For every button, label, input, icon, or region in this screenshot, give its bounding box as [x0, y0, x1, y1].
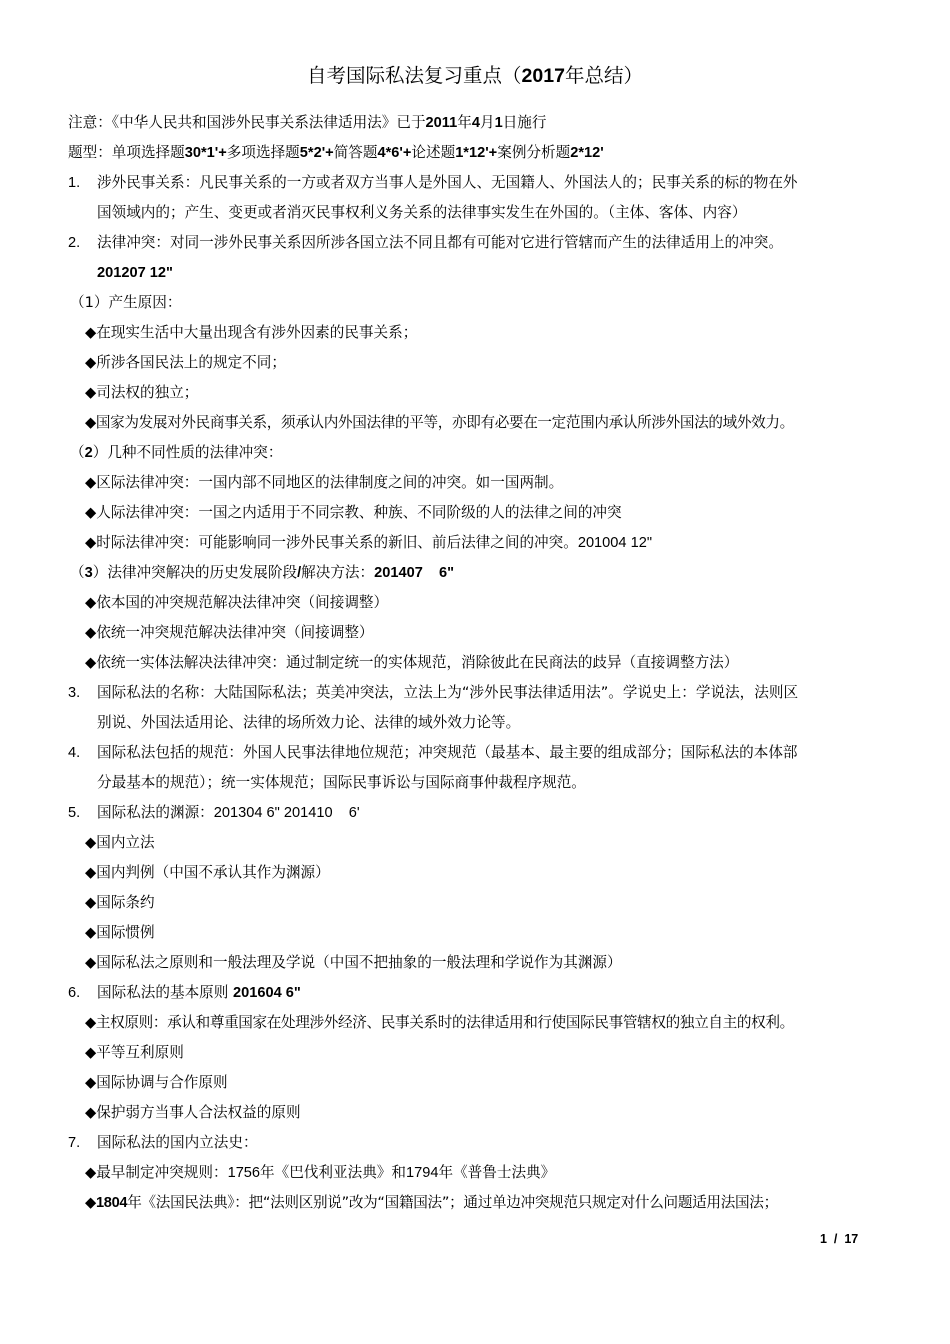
item-3-line-1: 国际私法的名称：大陆国际私法；英美冲突法，立法上为“涉外民事法律适用法”。学说史上：学说法，法则区: [97, 684, 799, 701]
item-6-line-1: 国际私法的基本原则 201604 6": [97, 984, 301, 1001]
bullet-item: ◆时际法律冲突：可能影响同一涉外民事关系的新旧、前后法律之间的冲突。201004 12": [85, 534, 652, 551]
page-number: 1 / 17: [820, 1232, 859, 1246]
item-number: 4.: [68, 745, 81, 761]
subsection-heading: （1）产生原因：: [70, 294, 182, 311]
bullet-item: ◆所涉各国民法上的规定不同；: [85, 354, 286, 371]
bullet-item: ◆依统一冲突规范解决法律冲突（间接调整）: [85, 624, 374, 641]
item-number: 2.: [68, 235, 81, 251]
bullet-item: ◆国家为发展对外民商事关系，须承认内外国法律的平等，亦即有必要在一定范围内承认所涉外国法的域外效力。: [85, 414, 794, 431]
item-7-line-1: 国际私法的国内立法史：: [97, 1134, 258, 1151]
item-1-line-1: 涉外民事关系：凡民事关系的一方或者双方当事人是外国人、无国籍人、外国法人的；民事关系的标的物在外: [97, 174, 798, 191]
bullet-item: ◆国际协调与合作原则: [85, 1074, 228, 1091]
page-title: 自考国际私法复习重点（2017年总结）: [307, 64, 643, 87]
bullet-item: ◆1804年《法国民法典》：把“法则区别说”改为“国籍国法”；通过单边冲突规范只规定对什么问题适用法国法；: [85, 1194, 778, 1211]
bullet-item: ◆人际法律冲突：一国之内适用于不同宗教、种族、不同阶级的人的法律之间的冲突: [85, 504, 622, 521]
item-number: 1.: [68, 175, 81, 191]
question-types-line: 题型：单项选择题30*1'+多项选择题5*2'+简答题4*6'+论述题1*12'+案例分析题2*12': [68, 144, 604, 161]
bullet-item: ◆国际私法之原则和一般法理及学说（中国不把抽象的一般法理和学说作为其渊源）: [85, 954, 622, 971]
item-number: 7.: [68, 1135, 81, 1151]
notice-line: 注意：《中华人民共和国涉外民事关系法律适用法》已于2011年4月1日施行: [68, 114, 547, 131]
item-5-line-1: 国际私法的渊源：201304 6" 201410 6': [97, 804, 360, 821]
bullet-item: ◆保护弱方当事人合法权益的原则: [85, 1104, 301, 1121]
bullet-item: ◆最早制定冲突规则：1756年《巴伐利亚法典》和1794年《普鲁士法典》: [85, 1164, 556, 1181]
item-4-line-1: 国际私法包括的规范：外国人民事法律地位规范；冲突规范（最基本、最主要的组成部分；国际私法的本体部: [97, 744, 798, 761]
bullet-item: ◆司法权的独立；: [85, 384, 199, 401]
bullet-item: ◆国内判例（中国不承认其作为渊源）: [85, 864, 330, 881]
bullet-item: ◆在现实生活中大量出现含有涉外因素的民事关系；: [85, 324, 418, 341]
item-number: 5.: [68, 805, 81, 821]
bullet-item: ◆平等互利原则: [85, 1044, 184, 1061]
item-2-line-2: 201207 12": [97, 265, 173, 281]
bullet-item: ◆国际惯例: [85, 924, 155, 941]
item-2-line-1: 法律冲突：对同一涉外民事关系因所涉各国立法不同且都有可能对它进行管辖而产生的法律适用上的冲突。: [97, 234, 783, 251]
item-1-line-2: 国领域内的；产生、变更或者消灭民事权利义务关系的法律事实发生在外国的。（主体、客体、内容）: [97, 204, 747, 221]
item-number: 6.: [68, 985, 81, 1001]
bullet-item: ◆国际条约: [85, 894, 155, 911]
bullet-item: ◆依本国的冲突规范解决法律冲突（间接调整）: [85, 594, 389, 611]
subsection-heading: （2）几种不同性质的法律冲突：: [70, 444, 283, 461]
item-number: 3.: [68, 685, 81, 701]
item-4-line-2: 分最基本的规范）；统一实体规范；国际民事诉讼与国际商事仲裁程序规范。: [97, 774, 586, 791]
subsection-heading: （3）法律冲突解决的历史发展阶段/解决方法：201407 6": [70, 564, 455, 581]
bullet-item: ◆主权原则：承认和尊重国家在处理涉外经济、民事关系时的法律适用和行使国际民事管辖权的独立自主的权利。: [85, 1014, 794, 1031]
bullet-item: ◆依统一实体法解决法律冲突：通过制定统一的实体规范，消除彼此在民商法的歧异（直接调整方法）: [85, 654, 739, 671]
bullet-item: ◆区际法律冲突：一国内部不同地区的法律制度之间的冲突。如一国两制。: [85, 474, 564, 491]
bullet-item: ◆国内立法: [85, 834, 155, 851]
item-3-line-2: 别说、外国法适用论、法律的场所效力论、法律的域外效力论等。: [97, 714, 521, 731]
